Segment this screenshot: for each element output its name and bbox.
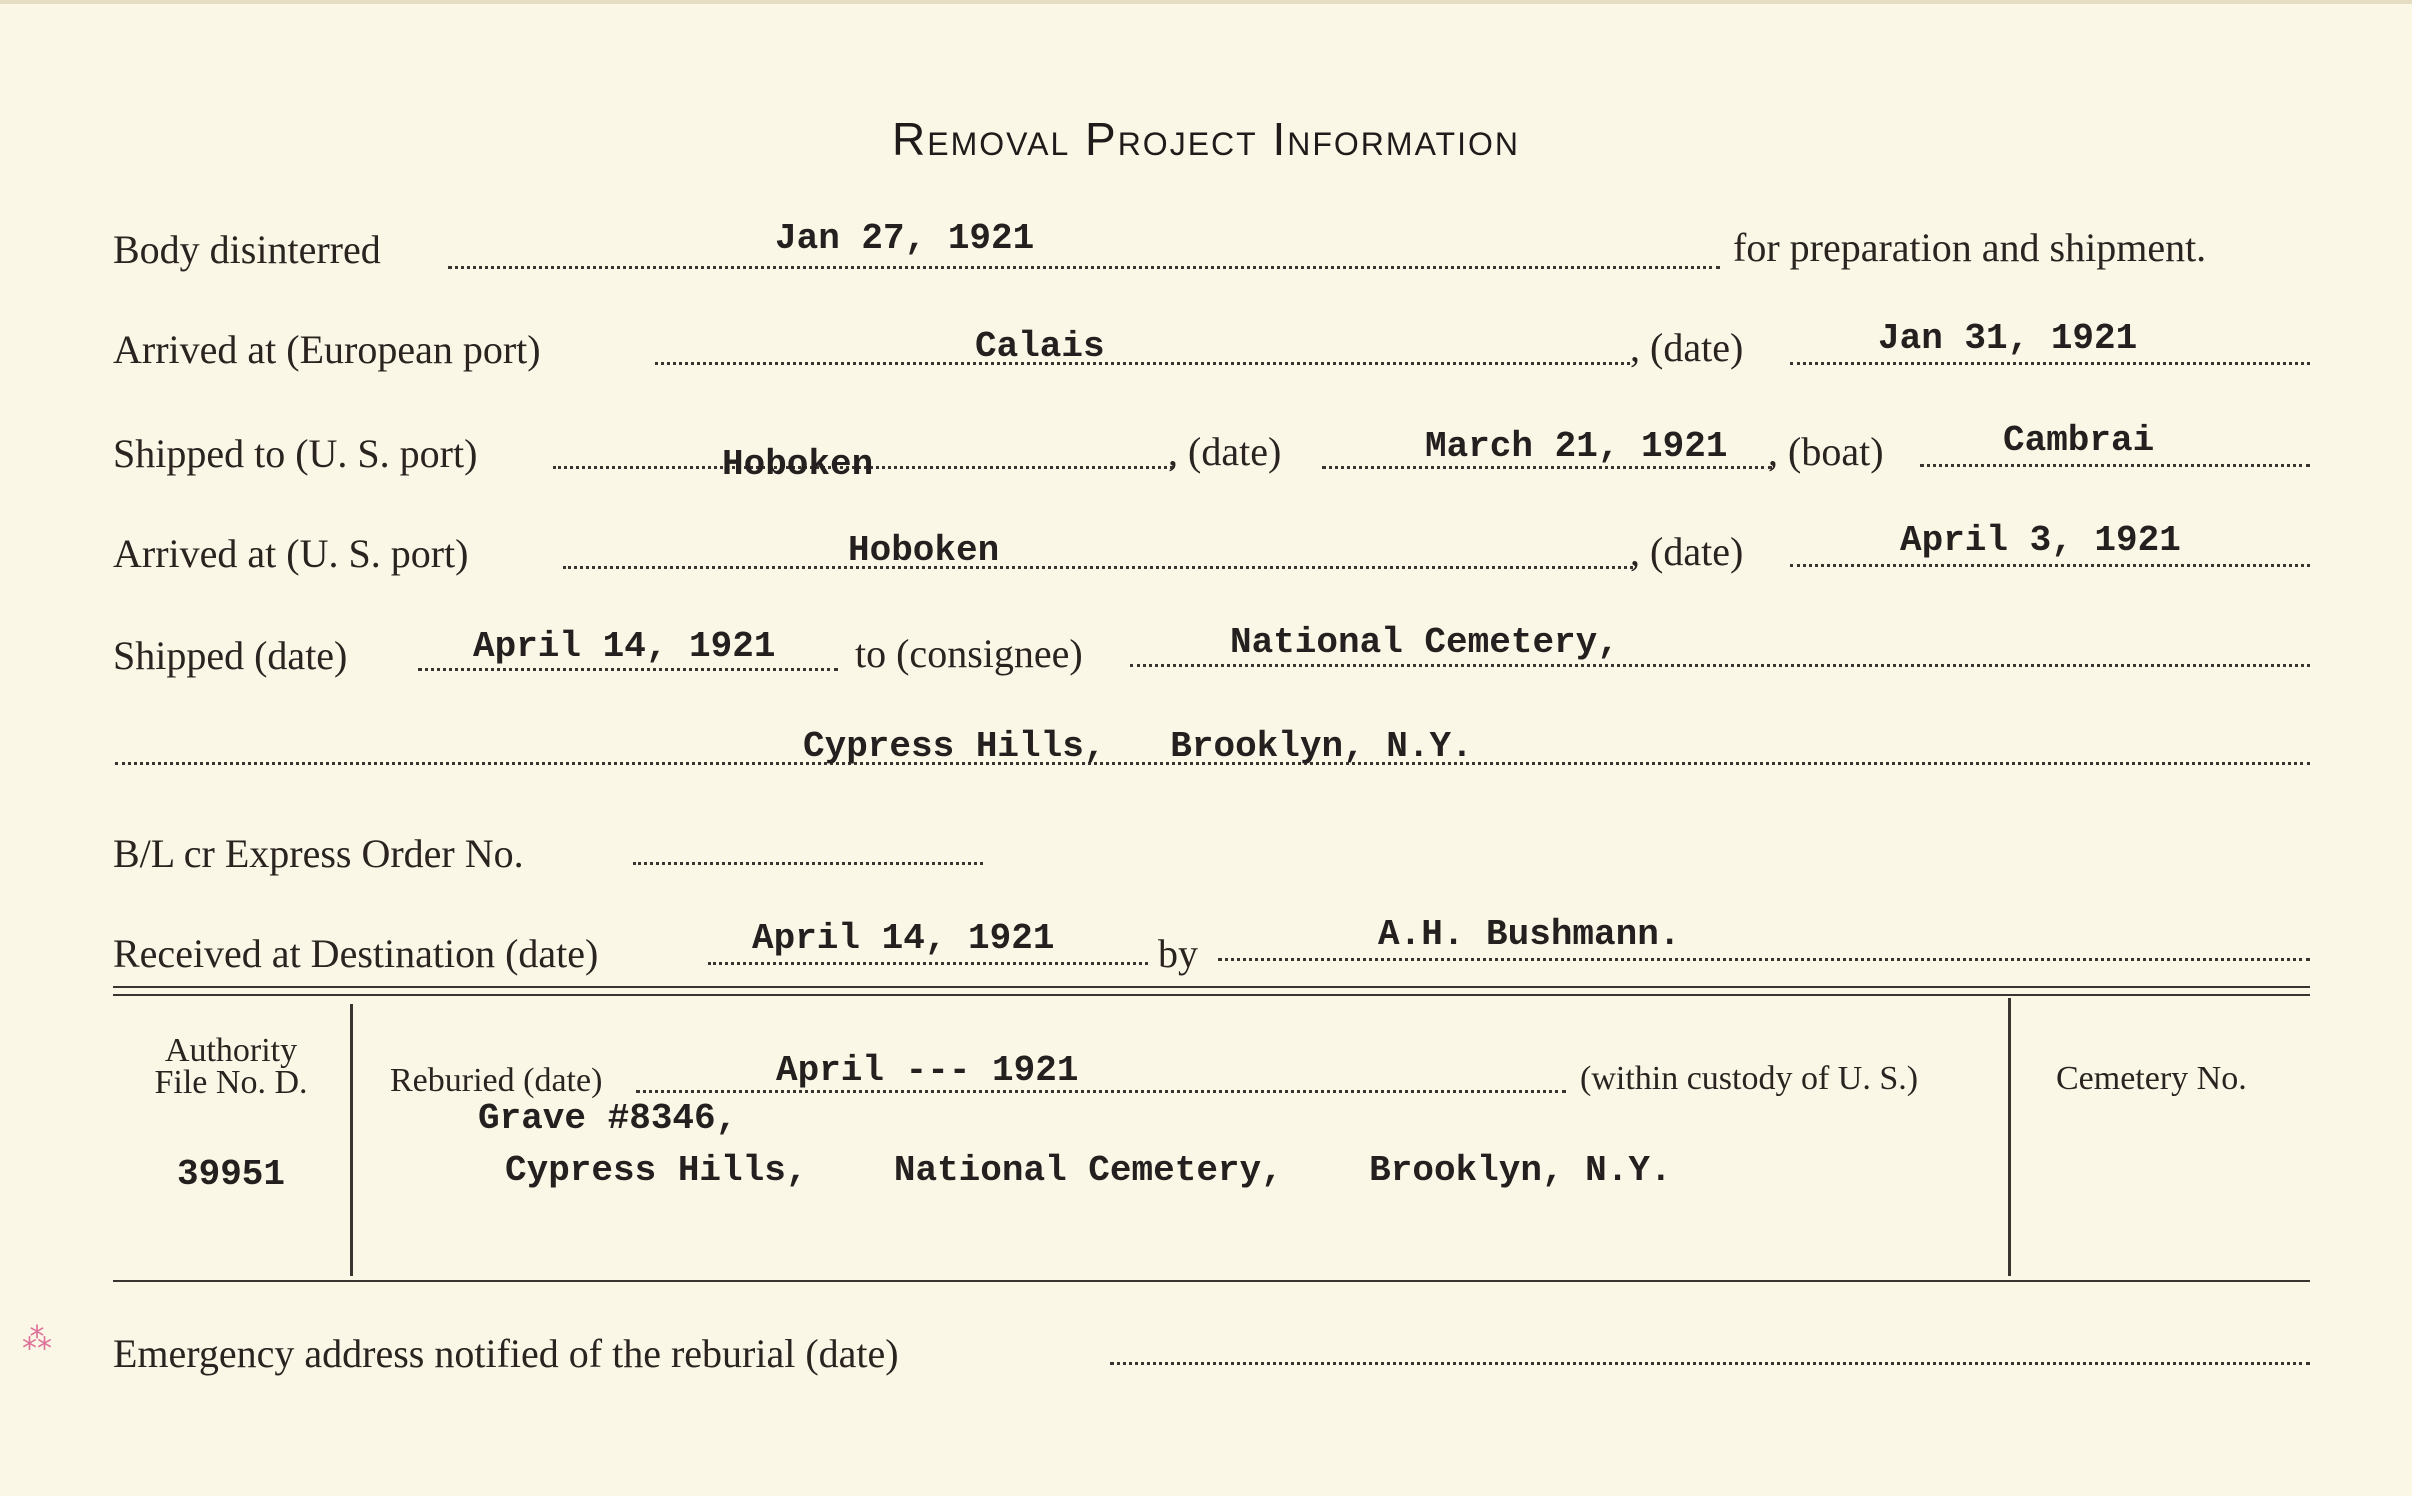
value-grave: Grave #8346, [478, 1098, 738, 1139]
field-line-received-date [708, 962, 1148, 965]
label-authority-2: File No. D. [154, 1064, 308, 1101]
value-consignee-date: April 14, 1921 [473, 626, 776, 667]
field-line-boat [1920, 464, 2310, 467]
value-consignee-line1: National Cemetery, [1230, 622, 1619, 663]
table-divider-left [350, 1004, 353, 1276]
pink-ink-mark: ⁂ [22, 1322, 52, 1357]
value-consignee-line2: Cypress Hills, Brooklyn, N.Y. [803, 726, 1473, 767]
value-received-date: April 14, 1921 [752, 918, 1055, 959]
field-line-european-port [655, 362, 1630, 365]
field-line-disinterred [448, 266, 1720, 269]
label-authority-1: Authority [164, 1032, 298, 1069]
label-emergency: Emergency address notified of the reburial (date) [113, 1331, 899, 1376]
field-line-consignee-1 [1130, 664, 2310, 667]
value-us-port-shipped: Hoboken [722, 444, 874, 485]
value-us-arrival-date: April 3, 1921 [1900, 520, 2181, 561]
label-date-3: , (date) [1630, 529, 1744, 574]
label-date-1: , (date) [1630, 325, 1744, 370]
label-arrived-us: Arrived at (U. S. port) [113, 531, 469, 576]
label-body-disinterred: Body disinterred [113, 227, 381, 272]
card-title: Removal Project Information [892, 113, 1520, 165]
label-cemetery-no: Cemetery No. [2056, 1060, 2247, 1097]
field-line-consignee-date [418, 668, 838, 671]
label-shipped-date: Shipped (date) [113, 633, 348, 678]
label-shipped-us: Shipped to (U. S. port) [113, 431, 478, 476]
value-boat: Cambrai [2003, 420, 2155, 461]
value-european-port: Calais [975, 326, 1105, 367]
label-arrived-european: Arrived at (European port) [113, 327, 541, 372]
value-authority-file-no: 39951 [176, 1154, 286, 1195]
field-line-european-date [1790, 362, 2310, 365]
label-received-destination: Received at Destination (date) [113, 931, 599, 976]
field-line-us-arrival-date [1790, 564, 2310, 567]
value-shipped-date: March 21, 1921 [1425, 426, 1728, 467]
label-reburied-date: Reburied (date) [390, 1062, 603, 1099]
field-line-bl-number [633, 862, 983, 865]
label-for-preparation: for preparation and shipment. [1733, 225, 2207, 270]
value-received-by: A.H. Bushmann. [1378, 914, 1681, 955]
label-boat: , (boat) [1768, 429, 1884, 474]
label-date-2: , (date) [1168, 429, 1282, 474]
label-by: by [1158, 931, 1198, 976]
label-to-consignee: to (consignee) [855, 631, 1083, 676]
label-within-custody: (within custody of U. S.) [1580, 1060, 1919, 1097]
value-us-port-arrived: Hoboken [848, 530, 1000, 571]
value-grave-location: Cypress Hills, National Cemetery, Brooklyn, N.Y. [505, 1150, 1672, 1191]
value-reburied-date: April --- 1921 [776, 1050, 1079, 1091]
table-top-rule-2 [113, 994, 2310, 996]
field-line-us-arrival-port [563, 566, 1633, 569]
value-european-date: Jan 31, 1921 [1878, 318, 2138, 359]
table-bottom-rule [113, 1280, 2310, 1282]
field-line-received-by [1218, 958, 2310, 961]
field-line-emergency-date [1110, 1362, 2310, 1365]
value-disinterred-date: Jan 27, 1921 [775, 218, 1035, 259]
table-top-rule-1 [113, 986, 2310, 988]
table-divider-right [2008, 998, 2011, 1276]
label-bl-order: B/L cr Express Order No. [113, 831, 524, 876]
